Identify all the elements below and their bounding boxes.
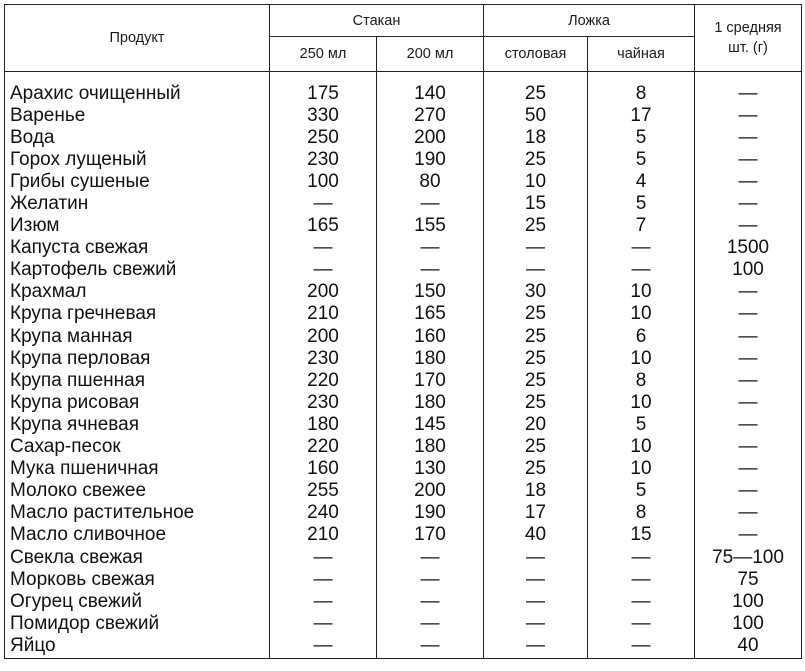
glass-250-value: 100 xyxy=(270,170,377,192)
piece-weight-value: 40 xyxy=(695,634,802,659)
header-spoon-tea: чайная xyxy=(588,37,695,72)
spoon-table-value: 15 xyxy=(484,192,588,214)
piece-weight-value: 100 xyxy=(695,590,802,612)
piece-weight-value: — xyxy=(695,170,802,192)
spoon-table-value: — xyxy=(484,237,588,259)
spoon-tea-value: 4 xyxy=(588,170,695,192)
spoon-table-value: 25 xyxy=(484,325,588,347)
glass-250-value: — xyxy=(270,546,377,568)
header-piece-line2: шт. (г) xyxy=(728,40,768,56)
measures-table xyxy=(4,4,802,659)
table-header xyxy=(5,5,802,72)
glass-250-value: 210 xyxy=(270,303,377,325)
header-glass-200: 200 мл xyxy=(377,37,484,72)
glass-200-value: 270 xyxy=(377,104,484,126)
glass-250-value: — xyxy=(270,634,377,659)
spoon-table-value: 25 xyxy=(484,369,588,391)
spoon-table-value: 25 xyxy=(484,72,588,105)
table-row xyxy=(5,192,802,214)
spoon-tea-value: 10 xyxy=(588,347,695,369)
product-name: Крупа гречневая xyxy=(5,303,270,325)
piece-weight-value: — xyxy=(695,524,802,546)
spoon-table-value: — xyxy=(484,634,588,659)
piece-weight-value: — xyxy=(695,480,802,502)
table-row xyxy=(5,148,802,170)
piece-weight-value: — xyxy=(695,413,802,435)
glass-200-value: — xyxy=(377,259,484,281)
table-row xyxy=(5,568,802,590)
product-name: Мука пшеничная xyxy=(5,458,270,480)
glass-200-value: 180 xyxy=(377,391,484,413)
glass-250-value: 250 xyxy=(270,126,377,148)
product-name: Картофель свежий xyxy=(5,259,270,281)
product-name: Крупа манная xyxy=(5,325,270,347)
glass-250-value: 230 xyxy=(270,347,377,369)
table-row xyxy=(5,369,802,391)
spoon-table-value: 25 xyxy=(484,458,588,480)
spoon-tea-value: 8 xyxy=(588,369,695,391)
piece-weight-value: — xyxy=(695,126,802,148)
table-row xyxy=(5,347,802,369)
spoon-tea-value: 10 xyxy=(588,303,695,325)
glass-200-value: 80 xyxy=(377,170,484,192)
table-row xyxy=(5,612,802,634)
glass-200-value: 190 xyxy=(377,148,484,170)
header-piece xyxy=(695,5,802,72)
glass-250-value: 220 xyxy=(270,369,377,391)
piece-weight-value: — xyxy=(695,104,802,126)
glass-200-value: 155 xyxy=(377,215,484,237)
spoon-tea-value: 17 xyxy=(588,104,695,126)
product-name: Изюм xyxy=(5,215,270,237)
product-name: Сахар-песок xyxy=(5,436,270,458)
product-name: Свекла свежая xyxy=(5,546,270,568)
glass-200-value: — xyxy=(377,237,484,259)
glass-200-value: 160 xyxy=(377,325,484,347)
piece-weight-value: 100 xyxy=(695,259,802,281)
glass-250-value: 230 xyxy=(270,391,377,413)
product-name: Крупа ячневая xyxy=(5,413,270,435)
piece-weight-value: 1500 xyxy=(695,237,802,259)
table-row xyxy=(5,281,802,303)
glass-250-value: — xyxy=(270,590,377,612)
product-name: Желатин xyxy=(5,192,270,214)
spoon-tea-value: 5 xyxy=(588,480,695,502)
table-row xyxy=(5,215,802,237)
piece-weight-value: — xyxy=(695,281,802,303)
table-row xyxy=(5,237,802,259)
piece-weight-value: — xyxy=(695,215,802,237)
piece-weight-value: — xyxy=(695,148,802,170)
table-row xyxy=(5,590,802,612)
glass-250-value: 230 xyxy=(270,148,377,170)
product-name: Помидор свежий xyxy=(5,612,270,634)
table-row xyxy=(5,259,802,281)
spoon-tea-value: — xyxy=(588,546,695,568)
product-name: Грибы сушеные xyxy=(5,170,270,192)
product-name: Морковь свежая xyxy=(5,568,270,590)
glass-250-value: 255 xyxy=(270,480,377,502)
spoon-tea-value: — xyxy=(588,568,695,590)
spoon-table-value: — xyxy=(484,568,588,590)
glass-250-value: 180 xyxy=(270,413,377,435)
product-name: Капуста свежая xyxy=(5,237,270,259)
spoon-tea-value: 10 xyxy=(588,436,695,458)
table-row xyxy=(5,634,802,659)
table-row xyxy=(5,170,802,192)
spoon-table-value: 25 xyxy=(484,436,588,458)
product-name: Вода xyxy=(5,126,270,148)
spoon-table-value: 10 xyxy=(484,170,588,192)
glass-200-value: — xyxy=(377,634,484,659)
spoon-table-value: 25 xyxy=(484,391,588,413)
glass-250-value: — xyxy=(270,259,377,281)
piece-weight-value: — xyxy=(695,303,802,325)
spoon-tea-value: 10 xyxy=(588,391,695,413)
glass-250-value: 160 xyxy=(270,458,377,480)
header-spoon: Ложка xyxy=(484,5,695,37)
glass-250-value: — xyxy=(270,192,377,214)
glass-250-value: 240 xyxy=(270,502,377,524)
glass-250-value: 210 xyxy=(270,524,377,546)
product-name: Яйцо xyxy=(5,634,270,659)
spoon-tea-value: 8 xyxy=(588,502,695,524)
spoon-table-value: 25 xyxy=(484,303,588,325)
table-row xyxy=(5,458,802,480)
glass-200-value: — xyxy=(377,590,484,612)
glass-200-value: — xyxy=(377,192,484,214)
piece-weight-value: — xyxy=(695,72,802,105)
glass-250-value: 220 xyxy=(270,436,377,458)
piece-weight-value: — xyxy=(695,458,802,480)
product-name: Крупа перловая xyxy=(5,347,270,369)
spoon-table-value: 25 xyxy=(484,148,588,170)
piece-weight-value: — xyxy=(695,436,802,458)
table-row xyxy=(5,391,802,413)
glass-250-value: — xyxy=(270,237,377,259)
spoon-table-value: — xyxy=(484,259,588,281)
glass-200-value: 190 xyxy=(377,502,484,524)
spoon-tea-value: 15 xyxy=(588,524,695,546)
piece-weight-value: — xyxy=(695,347,802,369)
spoon-table-value: — xyxy=(484,612,588,634)
glass-250-value: 175 xyxy=(270,72,377,105)
table-row xyxy=(5,303,802,325)
glass-200-value: 180 xyxy=(377,347,484,369)
product-name: Крахмал xyxy=(5,281,270,303)
glass-200-value: 140 xyxy=(377,72,484,105)
piece-weight-value: — xyxy=(695,502,802,524)
product-name: Варенье xyxy=(5,104,270,126)
glass-200-value: 165 xyxy=(377,303,484,325)
spoon-table-value: 18 xyxy=(484,126,588,148)
spoon-table-value: 18 xyxy=(484,480,588,502)
product-name: Крупа рисовая xyxy=(5,391,270,413)
table-body xyxy=(5,72,802,659)
table-row xyxy=(5,480,802,502)
glass-200-value: 150 xyxy=(377,281,484,303)
table-row xyxy=(5,546,802,568)
product-name: Крупа пшенная xyxy=(5,369,270,391)
spoon-table-value: 50 xyxy=(484,104,588,126)
table-row xyxy=(5,502,802,524)
table-row xyxy=(5,413,802,435)
piece-weight-value: — xyxy=(695,325,802,347)
piece-weight-value: 75—100 xyxy=(695,546,802,568)
spoon-tea-value: — xyxy=(588,237,695,259)
product-name: Масло растительное xyxy=(5,502,270,524)
product-name: Молоко свежее xyxy=(5,480,270,502)
product-name: Арахис очищенный xyxy=(5,72,270,105)
spoon-tea-value: — xyxy=(588,590,695,612)
glass-200-value: — xyxy=(377,568,484,590)
table-row xyxy=(5,72,802,105)
table-row xyxy=(5,524,802,546)
piece-weight-value: — xyxy=(695,391,802,413)
table-row xyxy=(5,325,802,347)
glass-200-value: 130 xyxy=(377,458,484,480)
spoon-table-value: 20 xyxy=(484,413,588,435)
spoon-tea-value: 10 xyxy=(588,281,695,303)
spoon-table-value: 25 xyxy=(484,347,588,369)
glass-200-value: — xyxy=(377,546,484,568)
header-spoon-table: столовая xyxy=(484,37,588,72)
glass-250-value: 330 xyxy=(270,104,377,126)
table-row xyxy=(5,126,802,148)
glass-200-value: 170 xyxy=(377,524,484,546)
glass-200-value: 145 xyxy=(377,413,484,435)
table-row xyxy=(5,104,802,126)
header-product: Продукт xyxy=(5,5,270,72)
glass-250-value: 200 xyxy=(270,281,377,303)
glass-250-value: 165 xyxy=(270,215,377,237)
glass-200-value: 200 xyxy=(377,126,484,148)
spoon-tea-value: 5 xyxy=(588,192,695,214)
glass-200-value: 200 xyxy=(377,480,484,502)
header-glass: Стакан xyxy=(270,5,484,37)
table-row xyxy=(5,436,802,458)
glass-200-value: — xyxy=(377,612,484,634)
header-piece-line1: 1 средняя xyxy=(714,20,782,36)
product-name: Масло сливочное xyxy=(5,524,270,546)
spoon-tea-value: 5 xyxy=(588,126,695,148)
glass-250-value: — xyxy=(270,568,377,590)
piece-weight-value: 75 xyxy=(695,568,802,590)
product-name: Огурец свежий xyxy=(5,590,270,612)
spoon-tea-value: 6 xyxy=(588,325,695,347)
glass-250-value: — xyxy=(270,612,377,634)
spoon-tea-value: — xyxy=(588,634,695,659)
glass-200-value: 180 xyxy=(377,436,484,458)
piece-weight-value: — xyxy=(695,369,802,391)
glass-250-value: 200 xyxy=(270,325,377,347)
piece-weight-value: 100 xyxy=(695,612,802,634)
spoon-tea-value: — xyxy=(588,612,695,634)
header-glass-250: 250 мл xyxy=(270,37,377,72)
spoon-tea-value: 7 xyxy=(588,215,695,237)
spoon-tea-value: 10 xyxy=(588,458,695,480)
spoon-table-value: 17 xyxy=(484,502,588,524)
spoon-tea-value: 5 xyxy=(588,148,695,170)
glass-200-value: 170 xyxy=(377,369,484,391)
spoon-table-value: 30 xyxy=(484,281,588,303)
spoon-table-value: 25 xyxy=(484,215,588,237)
product-name: Горох лущеный xyxy=(5,148,270,170)
piece-weight-value: — xyxy=(695,192,802,214)
spoon-table-value: — xyxy=(484,546,588,568)
spoon-table-value: — xyxy=(484,590,588,612)
spoon-tea-value: 8 xyxy=(588,72,695,105)
spoon-tea-value: — xyxy=(588,259,695,281)
spoon-tea-value: 5 xyxy=(588,413,695,435)
spoon-table-value: 40 xyxy=(484,524,588,546)
